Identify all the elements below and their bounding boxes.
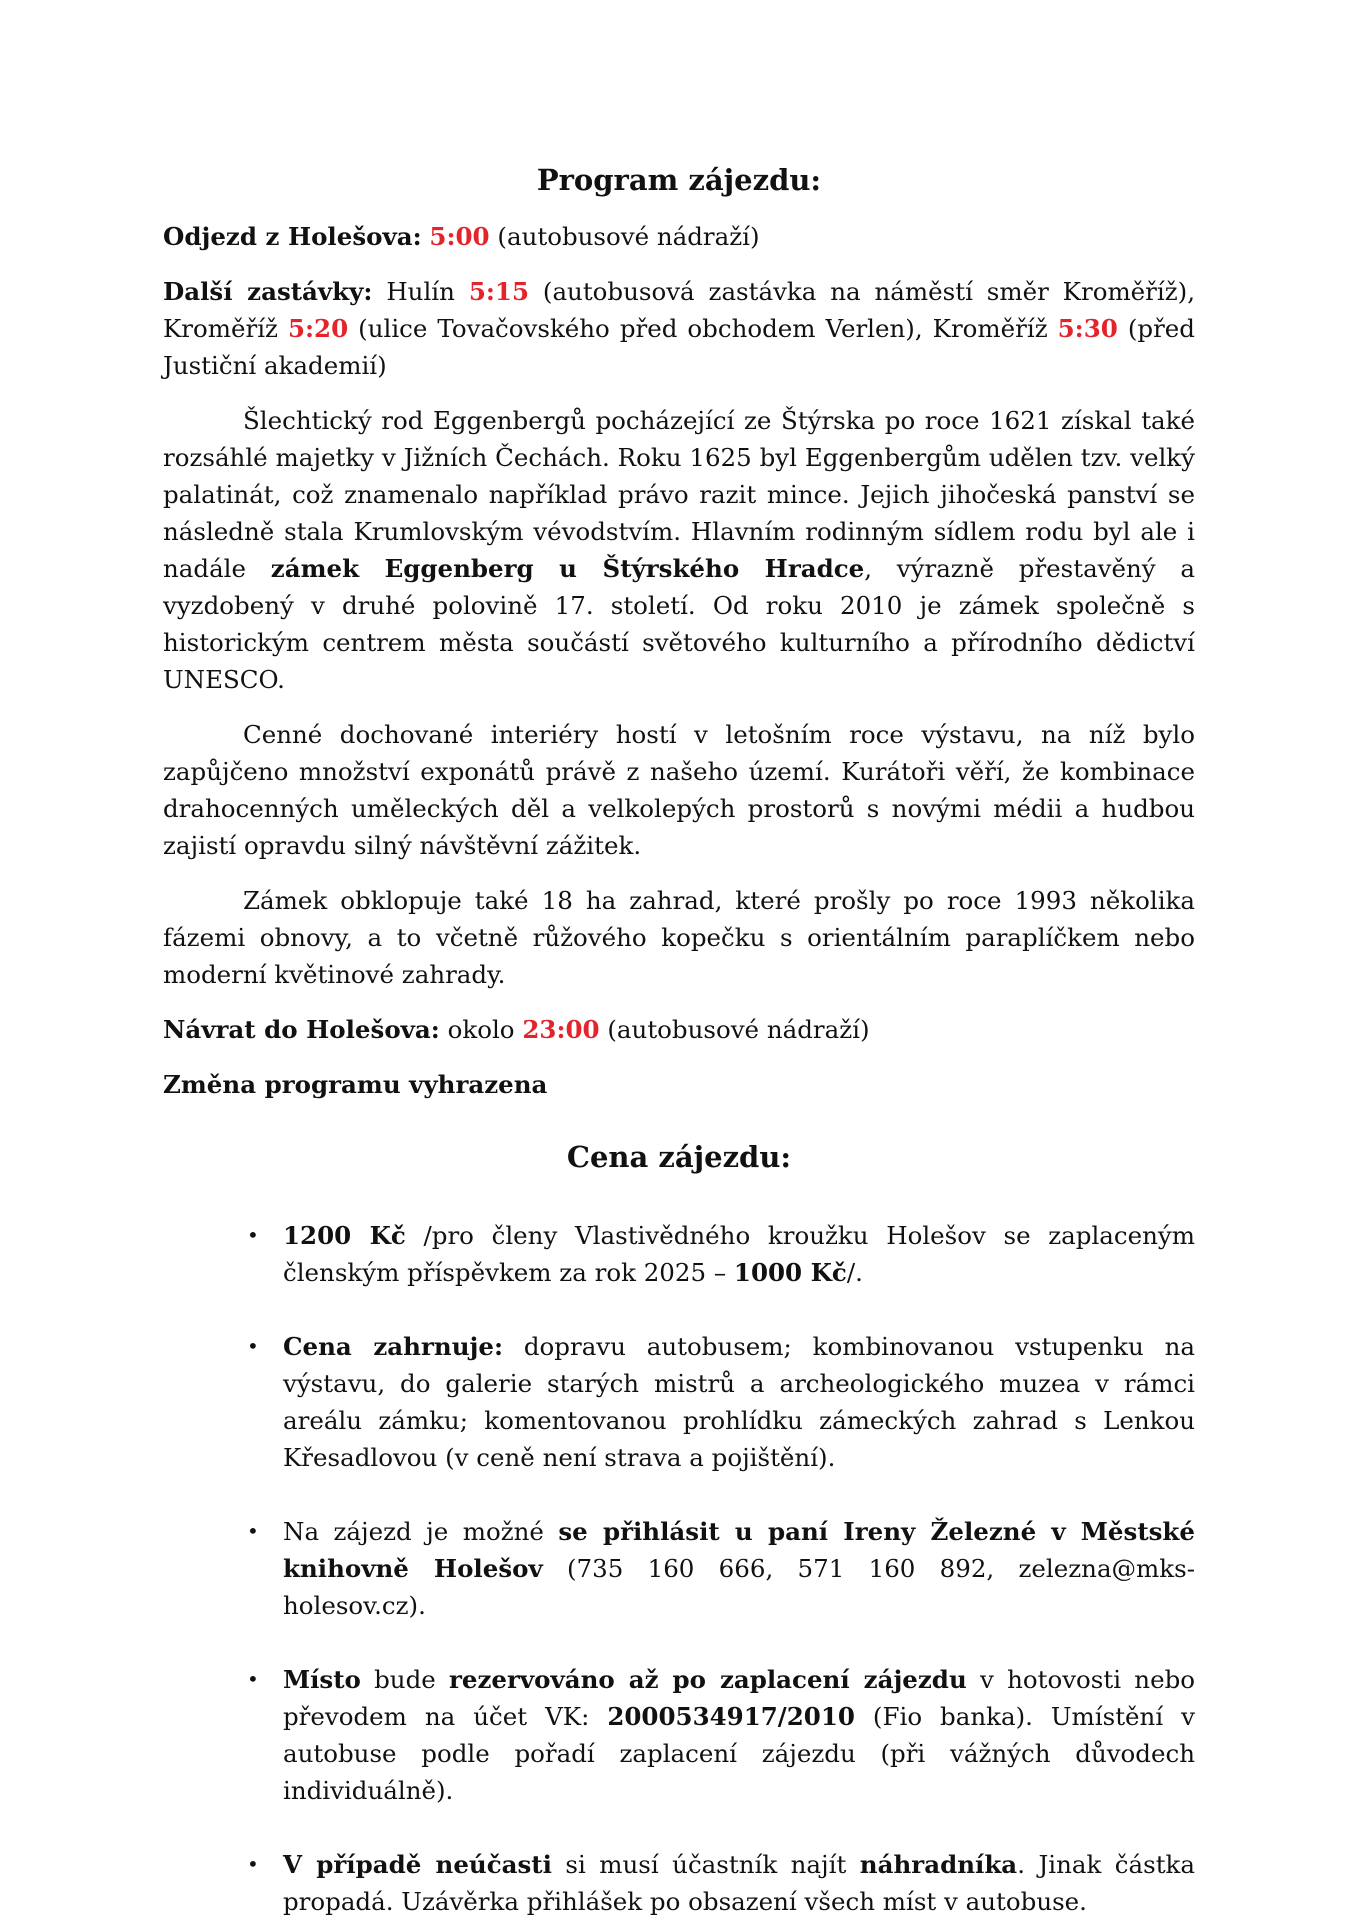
price-full: 1200 Kč [283,1221,406,1250]
change-note-line [163,1066,1195,1103]
price-title: Cena zájezdu: [566,1140,792,1174]
registration-text-2: (735 160 666, 571 160 892, zelezna@mks-holesov.cz). [283,1554,1195,1620]
bullet-icon: • [247,1667,259,1691]
cancellation-text-2: . Jinak částka propadá. Uzávěrka přihlášek po obsazení všech míst v autobuse. [283,1850,1196,1916]
stop1-place: Hulín [386,277,455,306]
includes-label: Cena zahrnuje: [283,1332,504,1361]
stop3-time: 5:30 [1057,314,1118,343]
price-members-text: /pro členy Vlastivědného kroužku Holešov se zaplaceným členským příspěvkem za rok 2025 – [283,1221,1195,1287]
cancellation-text-1: si musí účastník najít [551,1850,860,1879]
cancellation-substitute: náhradníka [859,1850,1018,1879]
bullet-icon: • [247,1223,259,1247]
departure-line [163,218,1195,255]
includes-text: dopravu autobusem; kombinovanou vstupenku na výstavu, do galerie starých mistrů a archeologického muzea v rámci areálu zámku; komentovanou prohlídku zámeckých zahrad s Lenkou Křesadlovou (v ceně není strava a pojištění). [283,1332,1196,1472]
return-line [163,1011,1195,1048]
bullet-icon: • [247,1334,259,1358]
return-label: Návrat do Holešova: [163,1015,440,1044]
return-place: (autobusové nádraží) [607,1015,870,1044]
reservation-text-2: v hotovosti nebo převodem na účet VK: [283,1665,1195,1731]
price-members: 1000 Kč [733,1258,847,1287]
stop2-place: Kroměříž [163,314,278,343]
reservation-condition: rezervováno až po zaplacení zájezdu [449,1665,967,1694]
history-text-1: Šlechtický rod Eggenbergů pocházející ze Štýrska po roce 1621 získal také rozsáhlé majetky v Jižních Čechách. Roku 1625 byl Eggenbergům udělen tzv. velký palatinát, což znamenalo například právo razit mince. Jejich jihočeská panství se následně stala Krumlovským vévodstvím. Hlavním rodinným sídlem rodu byl ale i nadále [163,406,1195,583]
reservation-text-3: (Fio banka). Umístění v autobuse podle pořadí zaplacení zájezdu (při vážných důvodech individuálně). [283,1702,1195,1805]
departure-label: Odjezd z Holešova: [163,222,422,251]
cancellation-label: V případě neúčasti [283,1850,552,1879]
bank-account: 2000534917/2010 [607,1702,855,1731]
stops-label: Další zastávky: [163,277,373,306]
change-note: Změna programu vyhrazena [163,1070,548,1099]
return-time: 23:00 [522,1015,600,1044]
program-title: Program zájezdu: [536,163,822,197]
bullet-icon: • [247,1519,259,1543]
stop3-note: (před Justiční akademií) [163,314,1195,380]
exhibition-paragraph: Cenné dochované interiéry hostí v letošním roce výstavu, na níž bylo zapůjčeno množství exponátů právě z našeho území. Kurátoři věří, že kombinace drahocenných uměleckých děl a velkolepých prostorů s novými médii a hudbou zajistí opravdu silný návštěvní zážitek. [163,720,1195,860]
stop1-time: 5:15 [468,277,529,306]
history-paragraph [163,402,1195,698]
list-item-reservation [163,1661,1195,1809]
list-item-includes [163,1328,1195,1476]
reservation-text-1: bude [360,1665,450,1694]
history-text-2: , výrazně přestavěný a vyzdobený v druhé polovině 17. století. Od roku 2010 je zámek společně s historickým centrem města součástí světového kulturního a přírodního dědictví UNESCO. [163,554,1196,694]
price-list [163,1217,1195,1920]
stops-paragraph [163,273,1195,384]
list-item-cancellation [163,1846,1195,1920]
stop2-note: (ulice Tovačovského před obchodem Verlen), Kroměříž [358,314,1048,343]
list-item-price [163,1217,1195,1291]
departure-time: 5:00 [429,222,490,251]
departure-place: (autobusové nádraží) [497,222,760,251]
return-pre: okolo [447,1015,515,1044]
reservation-seat: Místo [283,1665,361,1694]
history-castle-name: zámek Eggenberg u Štýrského Hradce [270,554,865,583]
registration-contact: se přihlásit u paní Ireny Železné v Městské knihovně Holešov [283,1517,1195,1583]
stop1-note: (autobusová zastávka na náměstí směr Kroměříž), [542,277,1195,306]
list-item-registration [163,1513,1195,1624]
bullet-icon: • [247,1852,259,1876]
price-members-end: /. [846,1258,863,1287]
gardens-paragraph: Zámek obklopuje také 18 ha zahrad, které prošly po roce 1993 několika fázemi obnovy, a to včetně růžového kopečku s orientálním paraplíčkem nebo moderní květinové zahrady. [163,886,1195,989]
stop2-time: 5:20 [287,314,349,343]
registration-text-1: Na zájezd je možné [283,1517,559,1546]
